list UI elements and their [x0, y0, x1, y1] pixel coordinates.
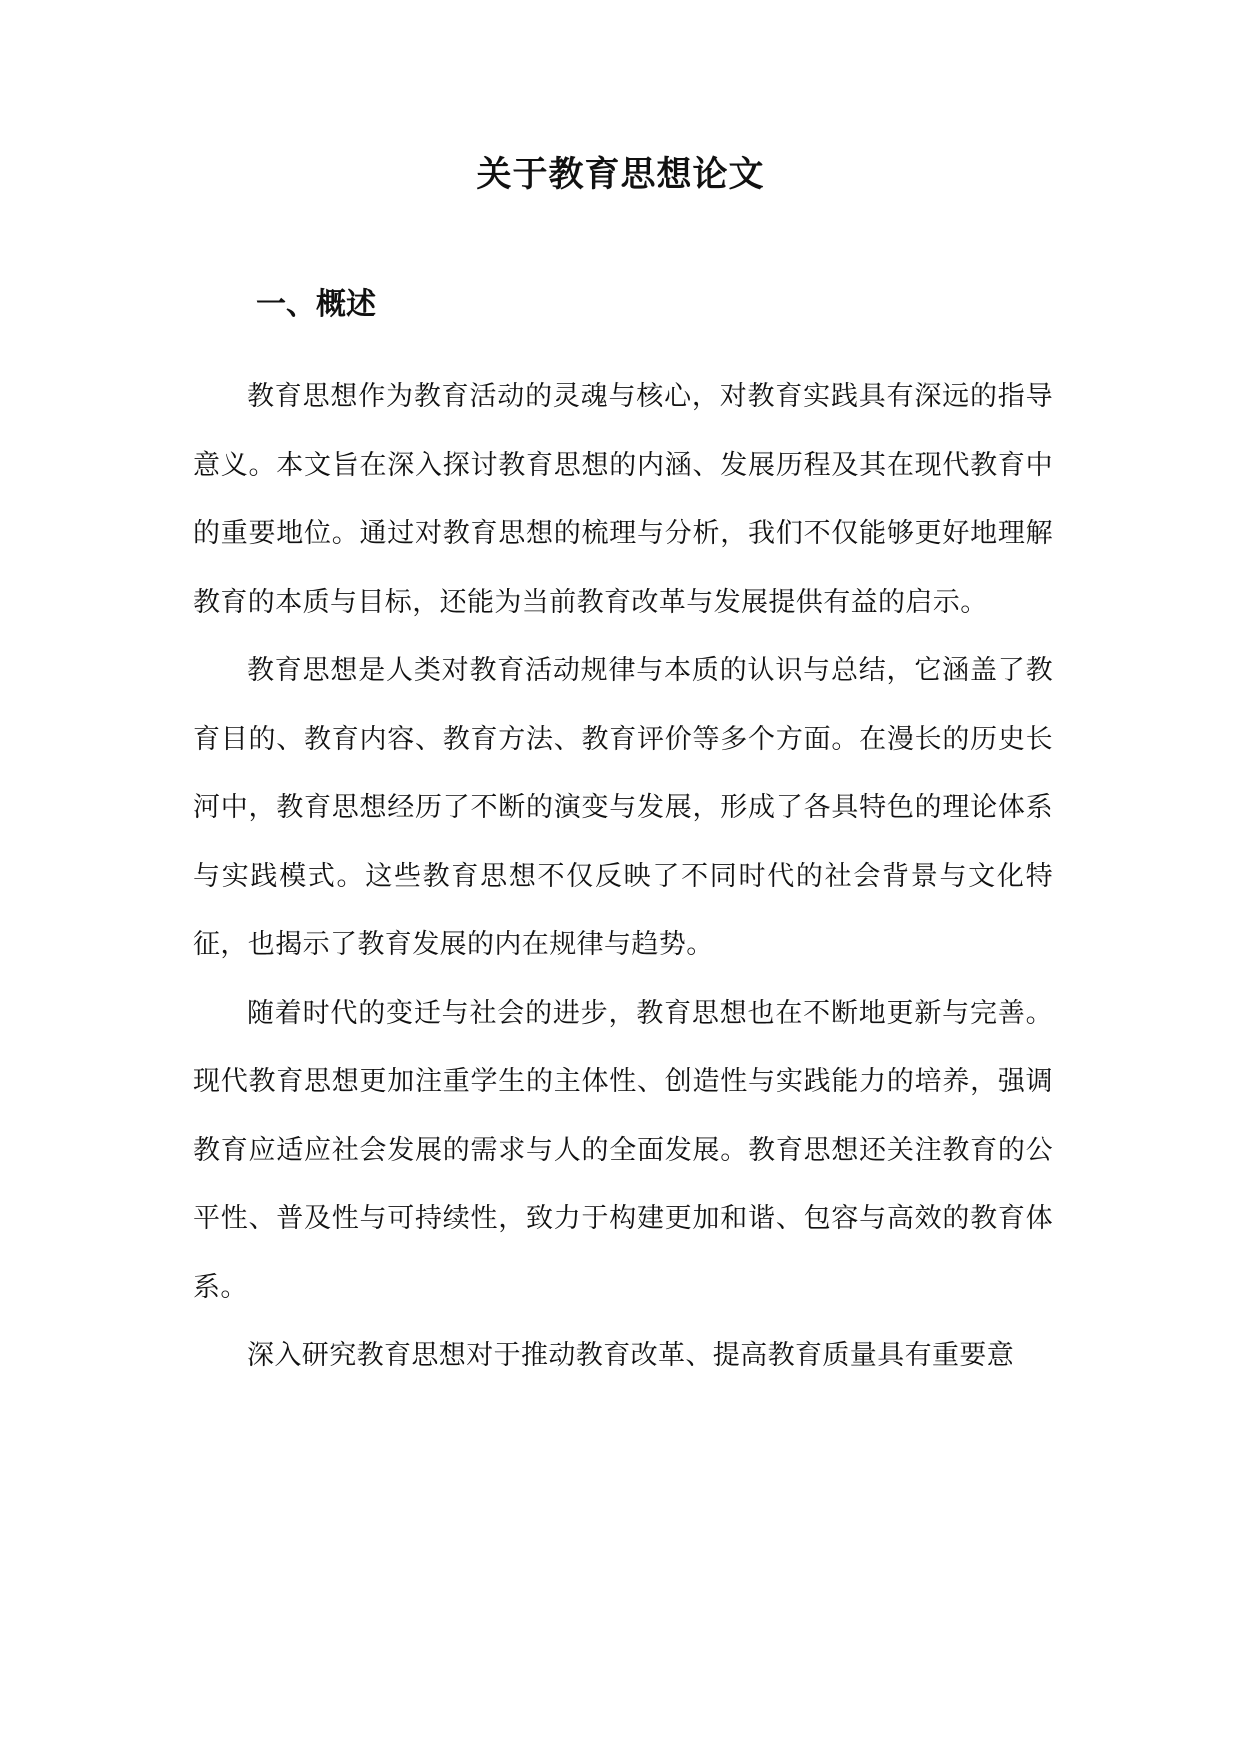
section-heading: 一、概述	[256, 287, 376, 322]
paragraph-2: 教育思想是人类对教育活动规律与本质的认识与总结，它涵盖了教育目的、教育内容、教育方法、教育评价等多个方面。在漫长的历史长河中，教育思想经历了不断的演变与发展，形成了各具特色的理论体系与实践模式。这些教育思想不仅反映了不同时代的社会背景与文化特征，也揭示了教育发展的内在规律与趋势。	[193, 655, 1053, 960]
paragraph-3: 随着时代的变迁与社会的进步，教育思想也在不断地更新与完善。现代教育思想更加注重学生的主体性、创造性与实践能力的培养，强调教育应适应社会发展的需求与人的全面发展。教育思想还关注教育的公平性、普及性与可持续性，致力于构建更加和谐、包容与高效的教育体系。	[193, 997, 1053, 1303]
paragraph-4: 深入研究教育思想对于推动教育改革、提高教育质量具有重要意	[247, 1340, 1015, 1371]
paragraph-1: 教育思想作为教育活动的灵魂与核心，对教育实践具有深远的指导意义。本文旨在深入探讨教育思想的内涵、发展历程及其在现代教育中的重要地位。通过对教育思想的梳理与分析，我们不仅能够更好地理解教育的本质与目标，还能为当前教育改革与发展提供有益的启示。	[193, 381, 1053, 618]
document-body	[193, 363, 1053, 1391]
document-title: 关于教育思想论文	[476, 155, 765, 195]
